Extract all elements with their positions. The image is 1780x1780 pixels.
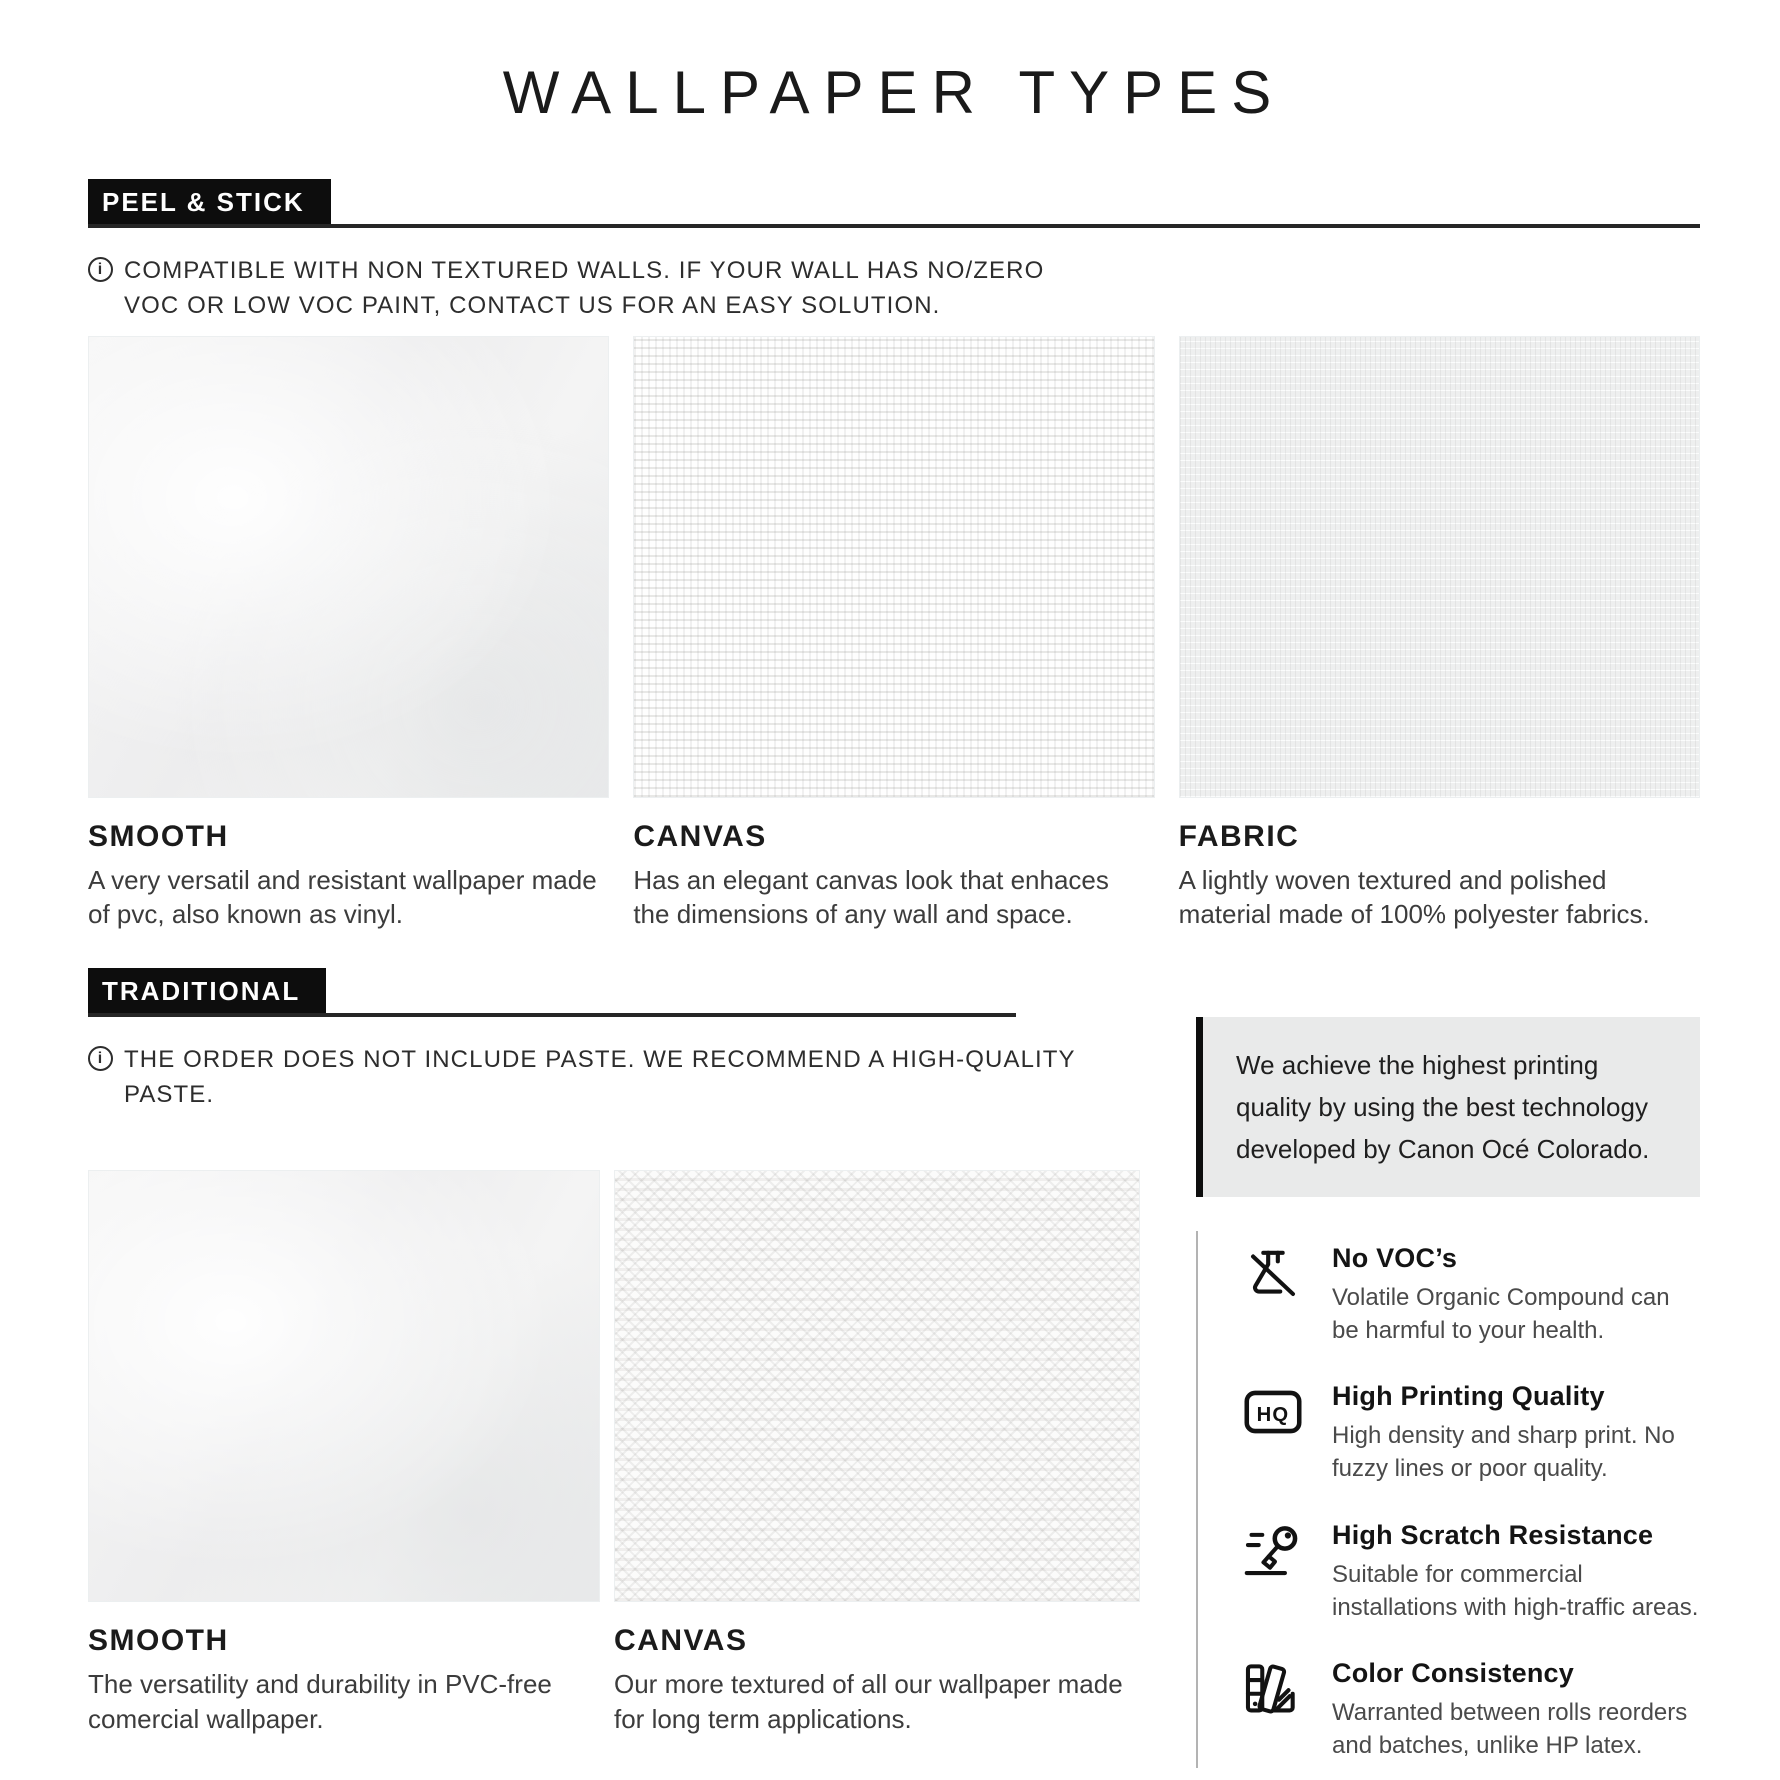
feature-high-printing-quality bbox=[1242, 1381, 1700, 1485]
note-peel-stick bbox=[88, 254, 1178, 324]
swatch-caption-canvas-peel bbox=[633, 820, 1154, 932]
swatch-description: A very versatil and resistant wallpaper made of pvc, also known as vinyl. bbox=[88, 864, 597, 930]
section-traditional bbox=[88, 968, 1140, 1768]
info-icon: i bbox=[88, 1046, 113, 1071]
swatch-name: CANVAS bbox=[614, 1624, 748, 1658]
swatch-description: Our more textured of all our wallpaper made for long term applications. bbox=[614, 1669, 1123, 1734]
swatch-row-peel-stick bbox=[88, 336, 1700, 932]
note-traditional-line1: THE ORDER DOES NOT INCLUDE PASTE. WE RECOMMEND A HIGH-QUALITY PASTE. bbox=[124, 1045, 1076, 1108]
feature-text bbox=[1332, 1520, 1700, 1624]
feature-description: Warranted between rolls reorders and batches, unlike HP latex. bbox=[1332, 1698, 1688, 1759]
section-badge-traditional: TRADITIONAL bbox=[88, 968, 326, 1013]
feature-description: High density and sharp print. No fuzzy lines or poor quality. bbox=[1332, 1422, 1675, 1483]
page-title: WALLPAPER TYPES bbox=[502, 59, 1286, 126]
feature-title: High Scratch Resistance bbox=[1332, 1519, 1654, 1550]
hq-icon bbox=[1242, 1381, 1306, 1446]
feature-text bbox=[1332, 1381, 1700, 1485]
feature-title: High Printing Quality bbox=[1332, 1381, 1605, 1412]
feature-title: No VOC’s bbox=[1332, 1243, 1458, 1274]
section-badge-peel-stick: PEEL & STICK bbox=[88, 179, 331, 224]
feature-description: Suitable for commercial installations with high-traffic areas. bbox=[1332, 1560, 1699, 1621]
section-header-traditional bbox=[88, 968, 1016, 1017]
note-peel-stick-line1: COMPATIBLE WITH NON TEXTURED WALLS. IF YOUR WALL HAS NO/ZERO bbox=[124, 257, 1045, 284]
swatch-caption-canvas-traditional bbox=[614, 1624, 1140, 1736]
feature-list bbox=[1196, 1231, 1700, 1768]
feature-color-consistency bbox=[1242, 1658, 1700, 1762]
feature-no-voc bbox=[1242, 1243, 1700, 1347]
swatch-card-canvas-peel bbox=[633, 336, 1154, 932]
swatch-description: Has an elegant canvas look that enhaces the dimensions of any wall and space. bbox=[633, 864, 1109, 930]
swatch-card-canvas-traditional bbox=[614, 1170, 1140, 1736]
section-header-peel-stick bbox=[88, 179, 1700, 228]
swatch-caption-fabric-peel bbox=[1179, 820, 1700, 932]
feature-text bbox=[1332, 1243, 1700, 1347]
feature-description: Volatile Organic Compound can be harmful to your health. bbox=[1332, 1284, 1670, 1345]
color-swatch-icon bbox=[1242, 1658, 1306, 1723]
swatch-caption-smooth-peel bbox=[88, 820, 609, 932]
swatch-card-smooth-peel bbox=[88, 336, 609, 932]
svg-text:HQ: HQ bbox=[1256, 1404, 1290, 1427]
feature-text bbox=[1332, 1658, 1700, 1762]
info-icon: i bbox=[88, 257, 113, 282]
section-peel-stick bbox=[88, 179, 1700, 932]
swatch-name: SMOOTH bbox=[88, 1624, 229, 1658]
swatch-image-smooth-peel bbox=[88, 336, 609, 798]
bottom-area bbox=[88, 968, 1700, 1768]
swatch-name: CANVAS bbox=[633, 819, 767, 853]
quality-sidebar bbox=[1196, 968, 1700, 1768]
swatch-name: SMOOTH bbox=[88, 819, 229, 853]
swatch-image-canvas-traditional bbox=[614, 1170, 1140, 1602]
note-traditional bbox=[88, 1043, 1140, 1113]
swatch-card-smooth-traditional bbox=[88, 1170, 600, 1736]
swatch-caption-smooth-traditional bbox=[88, 1624, 600, 1736]
swatch-image-fabric-peel bbox=[1179, 336, 1700, 798]
swatch-image-canvas-peel bbox=[633, 336, 1154, 798]
feature-high-scratch-resistance bbox=[1242, 1520, 1700, 1624]
swatch-card-fabric-peel bbox=[1179, 336, 1700, 932]
scratch-resistance-icon bbox=[1242, 1520, 1306, 1585]
no-voc-icon bbox=[1242, 1243, 1306, 1308]
swatch-name: FABRIC bbox=[1178, 819, 1300, 853]
swatch-description: A lightly woven textured and polished material made of 100% polyester fabrics. bbox=[1178, 864, 1650, 930]
printing-quality-quote: We achieve the highest printing quality by using the best technology developed by Canon Océ Colorado. bbox=[1196, 1017, 1700, 1197]
note-peel-stick-line2: VOC OR LOW VOC PAINT, CONTACT US FOR AN EASY SOLUTION. bbox=[124, 291, 941, 319]
swatch-image-smooth-traditional bbox=[88, 1170, 600, 1602]
swatch-row-traditional bbox=[88, 1170, 1140, 1736]
feature-title: Color Consistency bbox=[1332, 1657, 1574, 1688]
swatch-description: The versatility and durability in PVC-free comercial wallpaper. bbox=[88, 1669, 552, 1734]
